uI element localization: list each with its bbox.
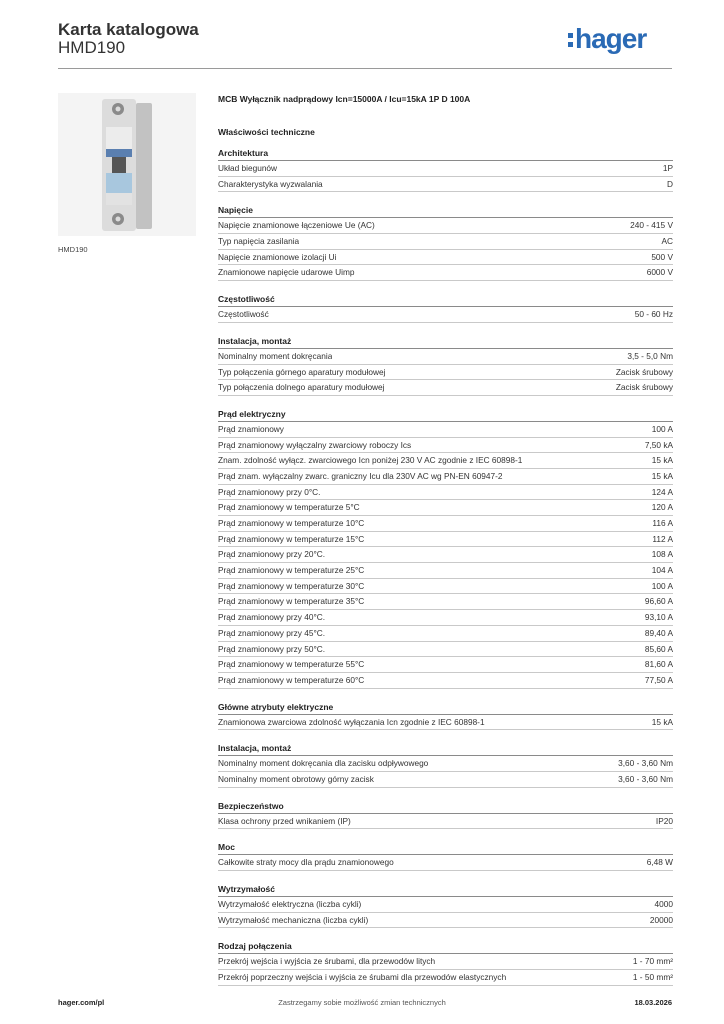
- property-row: [218, 563, 673, 579]
- section-title: Moc: [218, 840, 673, 855]
- property-name: Charakterystyka wyzwalania: [218, 178, 323, 189]
- property-name: Klasa ochrony przed wnikaniem (IP): [218, 815, 351, 826]
- property-name: Prąd znamionowy w temperaturze 25°C: [218, 565, 365, 576]
- section-title: Częstotliwość: [218, 292, 673, 307]
- footer-date: 18.03.2026: [634, 998, 672, 1007]
- property-name: Prąd znamionowy przy 20°C.: [218, 549, 326, 560]
- property-name: Przekrój poprzeczny wejścia i wyjścia ze śrubami dla przewodów elastycznych: [218, 972, 507, 983]
- property-row: [218, 307, 673, 323]
- property-row: [218, 954, 673, 970]
- property-value: 112 A: [652, 533, 673, 544]
- properties-list: [218, 146, 673, 986]
- property-name: Typ połączenia górnego aparatury modułowej: [218, 366, 386, 377]
- property-name: Nominalny moment obrotowy górny zacisk: [218, 773, 374, 784]
- section-title: Główne atrybuty elektryczne: [218, 700, 673, 715]
- property-name: Nominalny moment dokręcania dla zacisku odpływowego: [218, 758, 429, 769]
- property-name: Prąd znamionowy przy 40°C.: [218, 612, 326, 623]
- section-title: Rodzaj połączenia: [218, 939, 673, 954]
- property-name: Napięcie znamionowe łączeniowe Ue (AC): [218, 220, 375, 231]
- property-row: [218, 772, 673, 788]
- section-title: Wytrzymałość: [218, 882, 673, 897]
- property-value: 1 - 50 mm²: [632, 972, 673, 983]
- property-name: Prąd znamionowy przy 0°C.: [218, 486, 321, 497]
- property-value: 81,60 A: [644, 659, 673, 670]
- property-value: 3,60 - 3,60 Nm: [618, 758, 673, 769]
- property-row: [218, 579, 673, 595]
- property-row: [218, 715, 673, 731]
- property-row: [218, 485, 673, 501]
- property-section: [218, 203, 673, 281]
- section-title: Prąd elektryczny: [218, 407, 673, 422]
- property-value: Zacisk śrubowy: [615, 366, 673, 377]
- property-section: [218, 334, 673, 396]
- property-value: 120 A: [651, 502, 673, 513]
- property-name: Prąd znam. wyłączalny zwarc. graniczny Icu dla 230V AC wg PN-EN 60947-2: [218, 470, 503, 481]
- property-value: 104 A: [651, 565, 673, 576]
- property-row: [218, 500, 673, 516]
- product-title: MCB Wyłącznik nadprądowy Icn=15000A / Icu=15kA 1P D 100A: [218, 94, 471, 104]
- technical-properties-title: Właściwości techniczne: [218, 127, 315, 137]
- property-value: 1P: [662, 163, 673, 173]
- property-row: [218, 970, 673, 986]
- property-name: Prąd znamionowy w temperaturze 55°C: [218, 659, 365, 670]
- property-row: [218, 897, 673, 913]
- logo-dots-icon: [568, 33, 574, 51]
- property-value: 20000: [649, 914, 673, 925]
- property-row: [218, 913, 673, 929]
- property-value: 500 V: [651, 251, 673, 262]
- property-row: [218, 265, 673, 281]
- property-row: [218, 814, 673, 830]
- property-name: Typ połączenia dolnego aparatury modułowej: [218, 382, 385, 393]
- property-value: 96,60 A: [644, 596, 673, 607]
- property-value: 15 kA: [651, 455, 673, 466]
- property-value: 85,60 A: [644, 643, 673, 654]
- property-value: D: [667, 178, 673, 189]
- property-row: [218, 218, 673, 234]
- property-row: [218, 756, 673, 772]
- property-row: [218, 234, 673, 250]
- property-row: [218, 469, 673, 485]
- property-value: 6,48 W: [646, 857, 673, 868]
- image-caption: HMD190: [58, 245, 88, 254]
- property-value: 124 A: [651, 486, 673, 497]
- section-title: Architektura: [218, 146, 673, 161]
- property-value: 108 A: [651, 549, 673, 560]
- property-row: [218, 422, 673, 438]
- property-value: 1 - 70 mm²: [632, 956, 673, 967]
- property-section: [218, 799, 673, 830]
- property-section: [218, 700, 673, 731]
- property-name: Częstotliwość: [218, 309, 269, 320]
- property-name: Znamionowa zwarciowa zdolność wyłączania Icn zgodnie z IEC 60898-1: [218, 716, 485, 727]
- document-title: Karta katalogowa: [58, 20, 199, 39]
- property-name: Prąd znamionowy w temperaturze 10°C: [218, 518, 365, 528]
- property-row: [218, 380, 673, 396]
- property-row: [218, 532, 673, 548]
- section-title: Bezpieczeństwo: [218, 799, 673, 814]
- property-row: [218, 855, 673, 871]
- property-name: Układ biegunów: [218, 163, 278, 173]
- property-value: 240 - 415 V: [630, 220, 673, 231]
- property-name: Prąd znamionowy w temperaturze 5°C: [218, 502, 360, 513]
- property-section: [218, 407, 673, 689]
- property-value: AC: [661, 236, 673, 247]
- property-name: Przekrój wejścia i wyjścia ze śrubami, dla przewodów litych: [218, 956, 436, 967]
- property-name: Wytrzymałość elektryczna (liczba cykli): [218, 899, 362, 909]
- property-value: 89,40 A: [644, 627, 673, 638]
- property-section: [218, 292, 673, 323]
- property-row: [218, 642, 673, 658]
- property-row: [218, 349, 673, 365]
- property-row: [218, 594, 673, 610]
- property-value: 3,5 - 5,0 Nm: [627, 350, 673, 361]
- property-value: IP20: [655, 815, 673, 826]
- property-section: [218, 939, 673, 985]
- property-value: 50 - 60 Hz: [634, 309, 673, 320]
- property-name: Typ napięcia zasilania: [218, 236, 300, 247]
- property-row: [218, 250, 673, 266]
- property-value: 15 kA: [651, 470, 673, 481]
- property-row: [218, 516, 673, 532]
- property-name: Prąd znamionowy w temperaturze 60°C: [218, 674, 365, 685]
- property-row: [218, 438, 673, 454]
- property-name: Prąd znamionowy wyłączalny zwarciowy roboczy Ics: [218, 439, 412, 450]
- property-name: Prąd znamionowy przy 45°C.: [218, 627, 326, 638]
- property-name: Nominalny moment dokręcania: [218, 350, 333, 361]
- property-section: [218, 840, 673, 871]
- property-row: [218, 626, 673, 642]
- property-name: Znamionowe napięcie udarowe Uimp: [218, 267, 355, 278]
- property-value: 100 A: [651, 580, 673, 591]
- property-name: Prąd znamionowy w temperaturze 35°C: [218, 596, 365, 607]
- section-title: Instalacja, montaż: [218, 334, 673, 349]
- property-row: [218, 177, 673, 193]
- property-name: Całkowite straty mocy dla prądu znamionowego: [218, 857, 394, 868]
- footer-website: hager.com/pl: [58, 998, 105, 1007]
- property-value: 7,50 kA: [644, 439, 673, 450]
- header-divider: [58, 68, 672, 69]
- property-name: Wytrzymałość mechaniczna (liczba cykli): [218, 914, 369, 925]
- property-section: [218, 882, 673, 928]
- property-value: 100 A: [651, 423, 673, 434]
- property-row: [218, 673, 673, 689]
- property-value: Zacisk śrubowy: [615, 382, 673, 393]
- property-row: [218, 547, 673, 563]
- property-value: 4000: [654, 899, 673, 909]
- property-value: 93,10 A: [644, 612, 673, 623]
- property-value: 15 kA: [651, 716, 673, 727]
- property-name: Prąd znamionowy w temperaturze 15°C: [218, 533, 365, 544]
- section-title: Instalacja, montaż: [218, 741, 673, 756]
- property-value: 3,60 - 3,60 Nm: [618, 773, 673, 784]
- property-section: [218, 146, 673, 192]
- property-name: Prąd znamionowy przy 50°C.: [218, 643, 326, 654]
- property-row: [218, 365, 673, 381]
- property-value: 6000 V: [646, 267, 673, 278]
- property-section: [218, 741, 673, 787]
- property-name: Prąd znamionowy: [218, 423, 284, 434]
- property-name: Znam. zdolność wyłącz. zwarciowego Icn poniżej 230 V AC zgodnie z IEC 60898-1: [218, 455, 523, 466]
- property-row: [218, 610, 673, 626]
- technical-sheet: [218, 92, 673, 997]
- product-code: HMD190: [58, 38, 126, 57]
- property-name: Napięcie znamionowe izolacji Ui: [218, 251, 337, 262]
- logo-text: hager: [575, 23, 647, 54]
- section-title: Napięcie: [218, 203, 673, 218]
- property-row: [218, 161, 673, 177]
- property-value: 77,50 A: [644, 674, 673, 685]
- footer-notice: Zastrzegamy sobie możliwość zmian technicznych: [278, 998, 446, 1007]
- property-name: Prąd znamionowy w temperaturze 30°C: [218, 580, 365, 591]
- property-row: [218, 657, 673, 673]
- circuit-breaker-image: [58, 93, 196, 236]
- property-row: [218, 453, 673, 469]
- property-value: 116 A: [652, 518, 673, 528]
